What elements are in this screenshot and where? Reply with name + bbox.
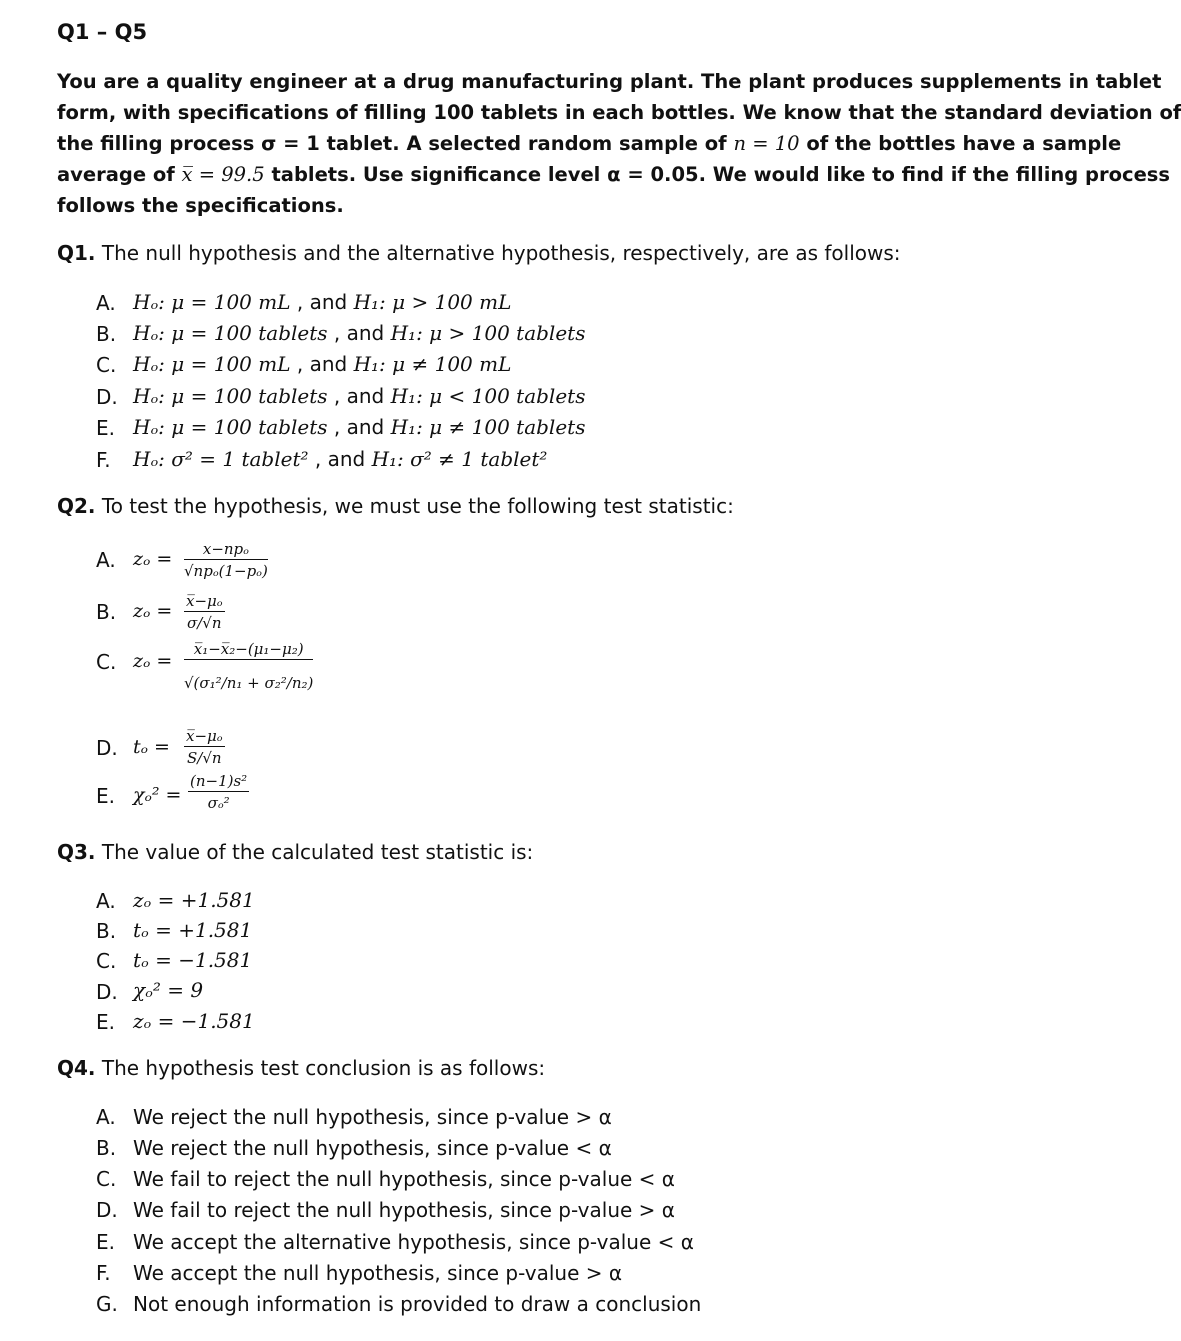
question-3-number: Q3.	[57, 840, 96, 864]
q1-option-b-sep: , and	[327, 321, 391, 345]
q2-option-b-letter: B.	[96, 600, 117, 624]
q2-option-a-fraction[interactable]	[184, 540, 268, 580]
intro-line-4	[57, 159, 1171, 190]
q1-option-b-letter: B.	[96, 322, 117, 346]
q1-option-c-h1: H₁: μ ≠ 100 mL	[353, 352, 512, 376]
question-4-text: The hypothesis test conclusion is as follows:	[95, 1056, 546, 1080]
question-4	[57, 1056, 545, 1080]
intro-line-4a: average of	[57, 163, 182, 186]
q4-option-a-letter: A.	[96, 1105, 116, 1129]
q3-option-d[interactable]: χₒ² = 9	[133, 978, 204, 1002]
q1-option-a-h0: Hₒ: μ = 100 mL	[133, 290, 291, 314]
q2-option-a-numerator: x−npₒ	[184, 540, 268, 560]
q1-option-c-sep: , and	[290, 352, 354, 376]
q1-option-c[interactable]	[133, 352, 511, 376]
q2-option-e-fraction[interactable]	[188, 772, 249, 812]
q1-option-a[interactable]	[133, 290, 511, 314]
question-3	[57, 840, 533, 864]
q3-option-c-letter: C.	[96, 949, 117, 973]
q1-option-f-h0: Hₒ: σ² = 1 tablet²	[133, 447, 309, 471]
q4-option-b-letter: B.	[96, 1136, 117, 1160]
q4-option-f-letter: F.	[96, 1261, 111, 1285]
sample-mean-math: x̅ = 99.5	[181, 163, 265, 186]
q1-option-b[interactable]	[133, 321, 585, 345]
q4-option-b[interactable]: We reject the null hypothesis, since p-value < α	[133, 1136, 612, 1160]
q1-option-c-h0: Hₒ: μ = 100 mL	[133, 352, 291, 376]
q2-option-e-numerator: (n−1)s²	[190, 772, 248, 790]
section-heading: Q1 – Q5	[57, 20, 148, 44]
q2-option-c-lhs: zₒ =	[133, 650, 173, 672]
question-1-number: Q1.	[57, 241, 96, 265]
sample-size-math: n = 10	[733, 132, 800, 155]
q1-option-e-letter: E.	[96, 416, 115, 440]
q1-option-c-letter: C.	[96, 353, 117, 377]
question-2-number: Q2.	[57, 494, 96, 518]
q1-option-e[interactable]	[133, 415, 585, 439]
q2-option-b-numerator: x̅−μₒ	[186, 592, 223, 610]
q2-option-a-lhs: zₒ =	[133, 548, 173, 570]
q2-option-b-lhs: zₒ =	[133, 600, 173, 622]
q1-option-a-h1: H₁: μ > 100 mL	[353, 290, 512, 314]
intro-line-3b: of the bottles have a sample	[799, 132, 1122, 155]
q1-option-b-h1: H₁: μ > 100 tablets	[390, 321, 586, 345]
q1-option-e-h1: H₁: μ ≠ 100 tablets	[390, 415, 586, 439]
q4-option-e[interactable]: We accept the alternative hypothesis, since p-value < α	[133, 1230, 694, 1254]
q1-option-f-letter: F.	[96, 448, 111, 472]
q4-option-c-letter: C.	[96, 1167, 117, 1191]
q3-option-a[interactable]: zₒ = +1.581	[133, 888, 255, 912]
q2-option-b-fraction[interactable]	[184, 592, 225, 632]
q3-option-c[interactable]: tₒ = −1.581	[133, 948, 253, 972]
q2-option-a-denominator: √npₒ(1−pₒ)	[184, 562, 268, 580]
q1-option-d[interactable]	[133, 384, 585, 408]
q3-option-d-letter: D.	[96, 980, 118, 1004]
q2-option-c-fraction[interactable]	[184, 640, 313, 692]
question-3-text: The value of the calculated test statistic is:	[95, 840, 534, 864]
q1-option-a-letter: A.	[96, 291, 116, 315]
q2-option-d-letter: D.	[96, 736, 118, 760]
q2-option-e-letter: E.	[96, 784, 115, 808]
q2-option-d-denominator: S/√n	[187, 749, 222, 767]
question-2-text: To test the hypothesis, we must use the following test statistic:	[95, 494, 734, 518]
problem-statement	[57, 66, 1181, 221]
q4-option-f[interactable]: We accept the null hypothesis, since p-value > α	[133, 1261, 623, 1285]
q4-option-g[interactable]: Not enough information is provided to draw a conclusion	[133, 1292, 702, 1316]
q1-option-d-letter: D.	[96, 385, 118, 409]
q2-option-a-letter: A.	[96, 548, 116, 572]
q2-option-c-denominator: √(σ₁²/n₁ + σ₂²/n₂)	[184, 674, 314, 692]
q4-option-g-letter: G.	[96, 1292, 118, 1316]
q2-option-d-numerator: x̅−μₒ	[186, 727, 223, 745]
intro-line-2: form, with specifications of filling 100 tablets in each bottles. We know that the standard deviation of	[57, 101, 1181, 124]
q4-option-e-letter: E.	[96, 1230, 115, 1254]
question-1	[57, 241, 901, 265]
q1-option-b-h0: Hₒ: μ = 100 tablets	[133, 321, 328, 345]
q2-option-d-fraction[interactable]	[184, 727, 225, 767]
q1-option-f-sep: , and	[308, 447, 372, 471]
intro-line-1: You are a quality engineer at a drug manufacturing plant. The plant produces supplements in tablet	[57, 70, 1162, 93]
q1-option-f[interactable]	[133, 447, 547, 471]
question-1-text: The null hypothesis and the alternative hypothesis, respectively, are as follows:	[95, 241, 901, 265]
intro-line-5: follows the specifications.	[57, 194, 344, 217]
intro-line-3	[57, 128, 1122, 159]
q4-option-c[interactable]: We fail to reject the null hypothesis, since p-value < α	[133, 1167, 675, 1191]
q4-option-d-letter: D.	[96, 1198, 118, 1222]
q1-option-e-h0: Hₒ: μ = 100 tablets	[133, 415, 328, 439]
q3-option-a-letter: A.	[96, 889, 116, 913]
q1-option-a-sep: , and	[290, 290, 354, 314]
q3-option-e[interactable]: zₒ = −1.581	[133, 1009, 255, 1033]
q4-option-d[interactable]: We fail to reject the null hypothesis, since p-value > α	[133, 1198, 675, 1222]
q2-option-d-lhs: tₒ =	[133, 736, 170, 758]
q2-option-b-denominator: σ/√n	[187, 614, 222, 632]
q2-option-e-lhs: χₒ² =	[133, 784, 182, 806]
q3-option-b-letter: B.	[96, 919, 117, 943]
q4-option-a[interactable]: We reject the null hypothesis, since p-value > α	[133, 1105, 612, 1129]
q1-option-f-h1: H₁: σ² ≠ 1 tablet²	[371, 447, 548, 471]
q3-option-b[interactable]: tₒ = +1.581	[133, 918, 253, 942]
q2-option-c-letter: C.	[96, 650, 117, 674]
q2-option-e-denominator: σₒ²	[207, 794, 230, 812]
q1-option-d-h0: Hₒ: μ = 100 tablets	[133, 384, 328, 408]
question-2	[57, 494, 734, 518]
question-4-number: Q4.	[57, 1056, 96, 1080]
q2-option-c-numerator: x̅₁−x̅₂−(μ₁−μ₂)	[184, 640, 313, 660]
intro-line-4b: tablets. Use significance level α = 0.05. We would like to find if the filling process	[264, 163, 1171, 186]
intro-line-3a: the filling process σ = 1 tablet. A selected random sample of	[57, 132, 734, 155]
q1-option-e-sep: , and	[327, 415, 391, 439]
q1-option-d-h1: H₁: μ < 100 tablets	[390, 384, 586, 408]
q1-option-d-sep: , and	[327, 384, 391, 408]
q3-option-e-letter: E.	[96, 1010, 115, 1034]
